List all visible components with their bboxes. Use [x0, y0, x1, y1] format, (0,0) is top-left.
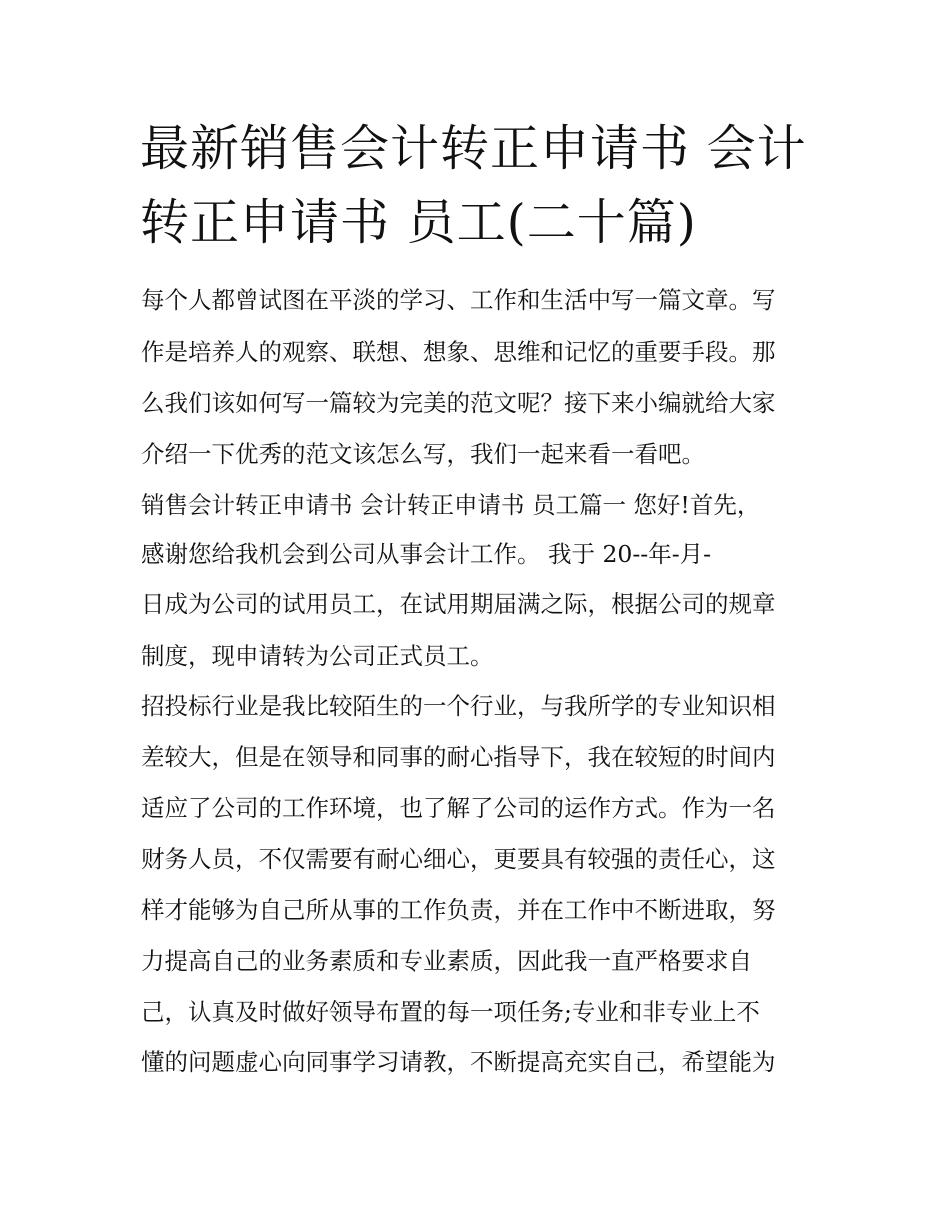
body-line: 作是培养人的观察、联想、想象、思维和记忆的重要手段。那 — [141, 338, 776, 366]
body-line: 差较大，但是在领导和同事的耐心指导下，我在较短的时间内 — [141, 743, 776, 771]
body-line: 感谢您给我机会到公司从事会计工作。 我于 20--年-月- — [141, 540, 712, 568]
body-line: 招投标行业是我比较陌生的一个行业，与我所学的专业知识相 — [141, 692, 776, 720]
title-line-2: 转正申请书 员工(二十篇) — [140, 194, 697, 251]
body-line: 样才能够为自己所从事的工作负责，并在工作中不断进取，努 — [141, 896, 776, 924]
body-line: 日成为公司的试用员工，在试用期届满之际，根据公司的规章 — [141, 590, 776, 618]
body-line: 己，认真及时做好领导布置的每一项任务;专业和非专业上不 — [141, 998, 760, 1026]
body-line: 力提高自己的业务素质和专业素质，因此我一直严格要求自 — [141, 947, 752, 975]
body-line: 适应了公司的工作环境，也了解了公司的运作方式。作为一名 — [141, 794, 776, 822]
body-line: 每个人都曾试图在平淡的学习、工作和生活中写一篇文章。写 — [141, 286, 776, 314]
document-title — [140, 112, 820, 260]
body-line: 懂的问题虚心向同事学习请教，不断提高充实自己，希望能为 — [141, 1048, 776, 1076]
body-line: 制度，现申请转为公司正式员工。 — [141, 642, 494, 670]
body-line: 销售会计转正申请书 会计转正申请书 员工篇一 您好!首先， — [141, 491, 761, 519]
body-line: 介绍一下优秀的范文该怎么写，我们一起来看一看吧。 — [141, 440, 705, 468]
body-line: 么我们该如何写一篇较为完美的范文呢？接下来小编就给大家 — [141, 389, 776, 417]
title-line-1: 最新销售会计转正申请书 会计 — [140, 120, 807, 177]
body-line: 财务人员，不仅需要有耐心细心，更要具有较强的责任心，这 — [141, 845, 776, 873]
